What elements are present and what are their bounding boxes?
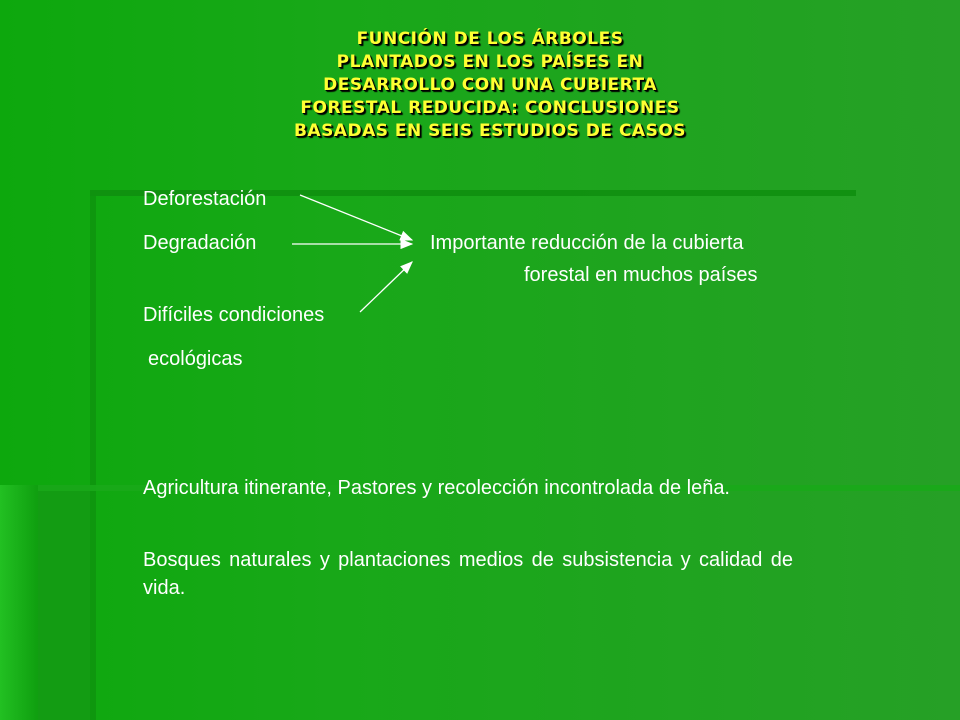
title-line: FORESTAL REDUCIDA: CONCLUSIONES xyxy=(300,98,680,118)
result-line1: Importante reducción de la cubierta xyxy=(430,232,744,254)
result-line2: forestal en muchos países xyxy=(524,264,758,286)
paragraph-bosques: Bosques naturales y plantaciones medios de subsistencia y calidad de vida. xyxy=(143,549,793,599)
cause-deforestacion: Deforestación xyxy=(143,188,267,210)
arrow-deforestacion xyxy=(300,195,412,240)
cause-condiciones-line1: Difíciles condiciones xyxy=(143,304,325,326)
paragraph-agricultura: Agricultura itinerante, Pastores y recolección incontrolada de leña. xyxy=(143,477,730,499)
title-line: BASADAS EN SEIS ESTUDIOS DE CASOS xyxy=(293,121,687,141)
title-line: DESARROLLO CON UNA CUBIERTA xyxy=(323,75,657,95)
title-line: PLANTADOS EN LOS PAÍSES EN xyxy=(336,52,644,72)
cause-degradacion: Degradación xyxy=(143,232,257,254)
title-line: FUNCIÓN DE LOS ÁRBOLES xyxy=(356,29,624,49)
arrow-condiciones xyxy=(360,262,412,312)
cause-condiciones-line2: ecológicas xyxy=(148,348,243,370)
